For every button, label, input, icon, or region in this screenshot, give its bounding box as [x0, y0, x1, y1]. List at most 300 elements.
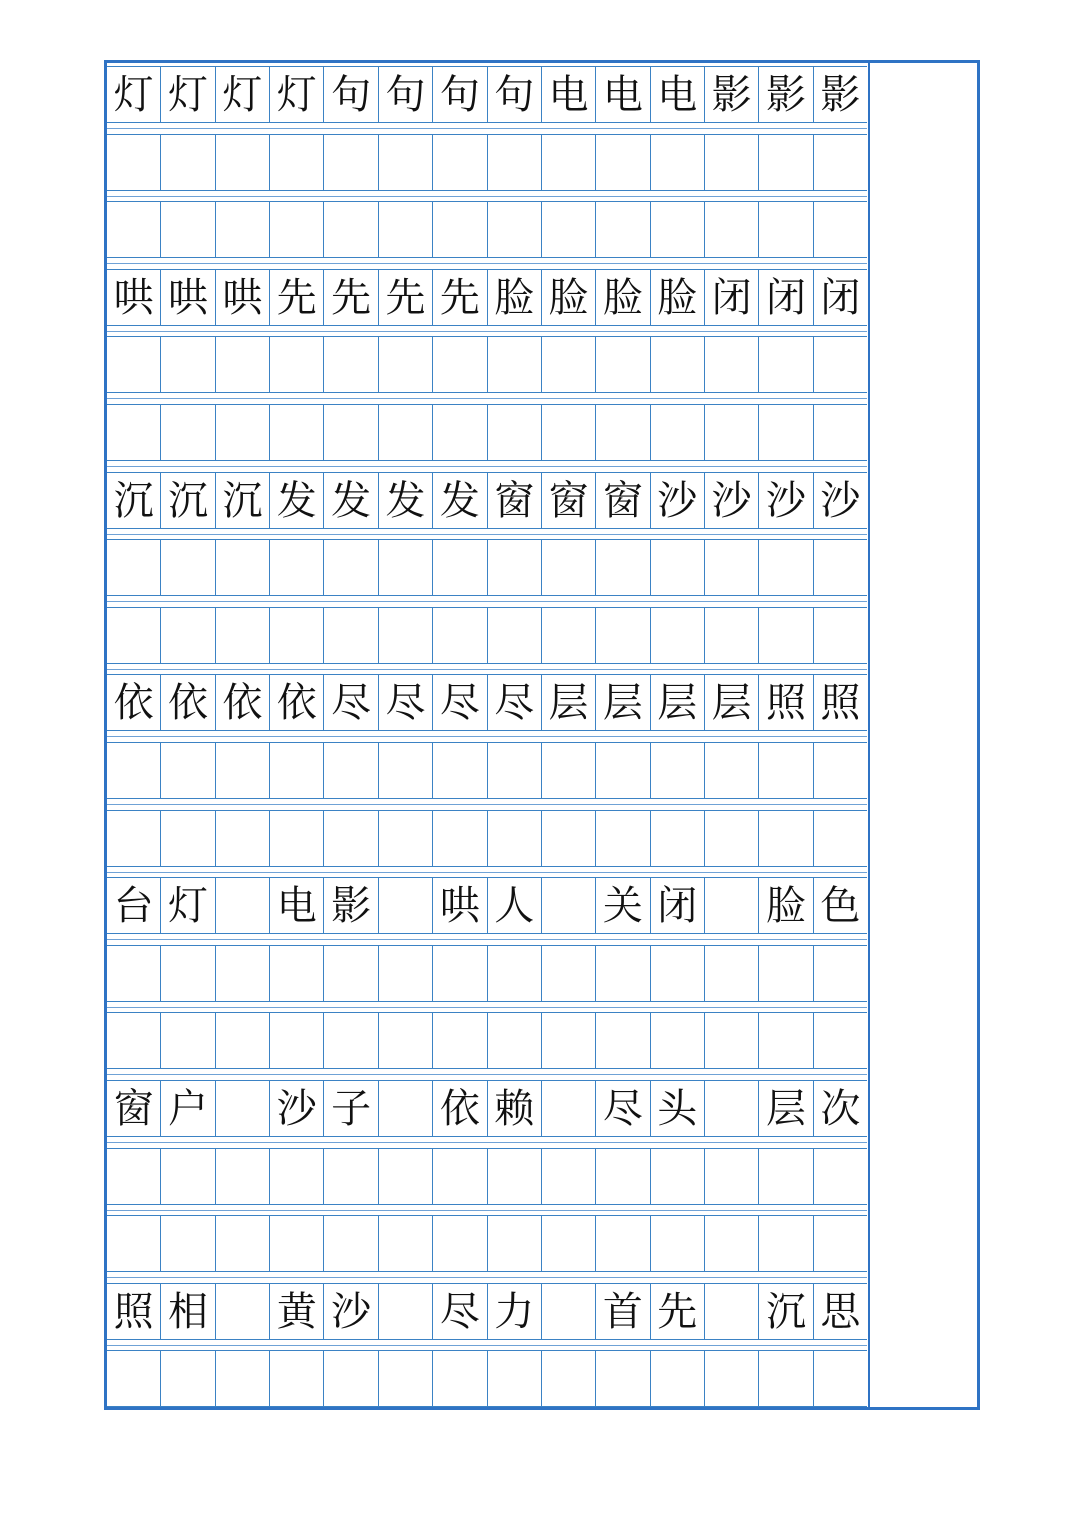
empty-cell [433, 405, 487, 460]
character-cell: 脸 [488, 270, 542, 325]
empty-cell [542, 608, 596, 663]
character-cell: 先 [433, 270, 487, 325]
character-cell: 层 [759, 1081, 813, 1136]
empty-cell [705, 1149, 759, 1204]
empty-cell [814, 1351, 867, 1406]
empty-cell [651, 1216, 705, 1271]
empty-cell [542, 1284, 596, 1339]
grid-row [107, 810, 867, 867]
character-cell: 依 [216, 675, 270, 730]
empty-cell [651, 405, 705, 460]
empty-cell [542, 337, 596, 392]
empty-cell [542, 1351, 596, 1406]
empty-cell [379, 405, 433, 460]
empty-cell [542, 202, 596, 257]
character-cell: 照 [820, 679, 861, 726]
empty-cell [542, 135, 596, 190]
empty-cell [488, 135, 542, 190]
grid-row [107, 674, 867, 731]
empty-cell [542, 1216, 596, 1271]
empty-cell [216, 608, 270, 663]
empty-cell [542, 1081, 596, 1136]
character-cell: 窗 [596, 473, 650, 528]
empty-cell [651, 1149, 705, 1204]
empty-cell [488, 946, 542, 1001]
empty-cell [379, 1216, 433, 1271]
character-cell: 灯 [161, 67, 215, 122]
empty-cell [107, 405, 161, 460]
empty-cell [216, 405, 270, 460]
character-cell: 尽 [433, 1284, 487, 1339]
character-cell: 尽 [433, 675, 487, 730]
grid-row [107, 945, 867, 1002]
character-cell: 电 [542, 67, 596, 122]
character-cell: 哄 [161, 270, 215, 325]
empty-cell [596, 1351, 650, 1406]
row-separator [107, 263, 867, 264]
empty-cell [161, 1351, 215, 1406]
empty-cell [379, 811, 433, 866]
grid-row [107, 539, 867, 596]
empty-cell [161, 1013, 215, 1068]
row-separator [107, 466, 867, 467]
empty-cell [433, 135, 487, 190]
character-cell: 色 [820, 882, 861, 929]
empty-cell [759, 135, 813, 190]
empty-cell [324, 1216, 378, 1271]
empty-cell [379, 946, 433, 1001]
empty-cell [324, 202, 378, 257]
empty-cell [651, 135, 705, 190]
empty-cell [759, 811, 813, 866]
character-cell: 依 [107, 675, 161, 730]
grid-row [107, 1012, 867, 1069]
character-cell: 沙 [759, 473, 813, 528]
empty-cell [270, 743, 324, 798]
empty-cell [651, 743, 705, 798]
row-separator [107, 1142, 867, 1143]
empty-cell [814, 946, 867, 1001]
empty-cell [161, 405, 215, 460]
grid-row [107, 1350, 867, 1407]
empty-cell [814, 1216, 867, 1271]
empty-cell [596, 1149, 650, 1204]
empty-cell [324, 405, 378, 460]
character-cell: 力 [488, 1284, 542, 1339]
grid-row [107, 472, 867, 529]
empty-cell [814, 202, 867, 257]
empty-cell [488, 540, 542, 595]
empty-cell [705, 540, 759, 595]
grid-row [107, 269, 867, 326]
empty-cell [488, 405, 542, 460]
empty-cell [814, 135, 867, 190]
empty-cell [270, 1149, 324, 1204]
empty-cell [814, 608, 867, 663]
character-cell: 电 [651, 67, 705, 122]
empty-cell [216, 1216, 270, 1271]
character-cell: 尽 [596, 1081, 650, 1136]
empty-cell [705, 878, 759, 933]
empty-cell [107, 608, 161, 663]
grid-row [107, 607, 867, 664]
character-cell: 沙 [270, 1081, 324, 1136]
empty-cell [107, 946, 161, 1001]
row-separator [107, 331, 867, 332]
empty-cell [324, 608, 378, 663]
empty-cell [759, 946, 813, 1001]
empty-cell [488, 743, 542, 798]
empty-cell [433, 1216, 487, 1271]
character-cell: 首 [596, 1284, 650, 1339]
character-cell: 句 [488, 67, 542, 122]
empty-cell [542, 811, 596, 866]
character-cell: 窗 [488, 473, 542, 528]
row-separator [107, 398, 867, 399]
empty-cell [814, 540, 867, 595]
empty-cell [705, 405, 759, 460]
empty-cell [161, 608, 215, 663]
empty-cell [759, 1013, 813, 1068]
empty-cell [324, 337, 378, 392]
empty-cell [759, 202, 813, 257]
empty-cell [270, 811, 324, 866]
empty-cell [433, 743, 487, 798]
empty-cell [324, 135, 378, 190]
character-cell: 层 [705, 675, 759, 730]
empty-cell [488, 1149, 542, 1204]
character-cell: 闭 [759, 270, 813, 325]
empty-cell [759, 743, 813, 798]
empty-cell [814, 337, 867, 392]
character-cell: 沙 [324, 1284, 378, 1339]
empty-cell [107, 135, 161, 190]
empty-cell [379, 743, 433, 798]
empty-cell [433, 946, 487, 1001]
empty-cell [488, 202, 542, 257]
empty-cell [596, 743, 650, 798]
empty-cell [216, 946, 270, 1001]
character-cell: 窗 [107, 1081, 161, 1136]
empty-cell [705, 811, 759, 866]
empty-cell [270, 337, 324, 392]
grid-row [107, 404, 867, 461]
empty-cell [596, 608, 650, 663]
empty-cell [270, 1216, 324, 1271]
empty-cell [596, 1013, 650, 1068]
empty-cell [651, 337, 705, 392]
character-cell: 黄 [270, 1284, 324, 1339]
empty-cell [270, 540, 324, 595]
empty-cell [488, 608, 542, 663]
character-cell: 句 [379, 67, 433, 122]
empty-cell [216, 1284, 270, 1339]
empty-cell [488, 1013, 542, 1068]
row-separator [107, 534, 867, 535]
empty-cell [216, 878, 270, 933]
character-cell: 层 [542, 675, 596, 730]
empty-cell [270, 1013, 324, 1068]
row-separator [107, 196, 867, 197]
empty-cell [216, 1081, 270, 1136]
character-cell: 窗 [542, 473, 596, 528]
empty-cell [107, 202, 161, 257]
empty-cell [759, 1351, 813, 1406]
empty-cell [542, 946, 596, 1001]
empty-cell [596, 946, 650, 1001]
character-cell: 层 [596, 675, 650, 730]
character-cell: 户 [161, 1081, 215, 1136]
empty-cell [433, 1149, 487, 1204]
empty-cell [651, 202, 705, 257]
empty-cell [216, 135, 270, 190]
empty-cell [433, 1013, 487, 1068]
empty-cell [814, 743, 867, 798]
grid-row [107, 336, 867, 393]
empty-cell [651, 608, 705, 663]
empty-cell [161, 1216, 215, 1271]
empty-cell [379, 202, 433, 257]
empty-cell [270, 1351, 324, 1406]
empty-cell [488, 811, 542, 866]
empty-cell [161, 540, 215, 595]
empty-cell [433, 608, 487, 663]
empty-cell [705, 608, 759, 663]
empty-cell [705, 1284, 759, 1339]
character-cell: 灯 [107, 67, 161, 122]
character-cell: 影 [324, 878, 378, 933]
empty-cell [379, 540, 433, 595]
empty-cell [216, 202, 270, 257]
empty-cell [379, 135, 433, 190]
empty-cell [596, 202, 650, 257]
row-separator [107, 601, 867, 602]
character-cell: 沙 [820, 477, 861, 524]
empty-cell [705, 337, 759, 392]
empty-cell [759, 337, 813, 392]
character-cell: 沉 [161, 473, 215, 528]
character-cell: 层 [651, 675, 705, 730]
empty-cell [107, 1149, 161, 1204]
empty-cell [379, 1149, 433, 1204]
empty-cell [814, 1013, 867, 1068]
empty-cell [324, 540, 378, 595]
empty-cell [324, 811, 378, 866]
empty-cell [705, 1216, 759, 1271]
empty-cell [161, 135, 215, 190]
character-cell: 依 [270, 675, 324, 730]
empty-cell [651, 946, 705, 1001]
character-cell: 影 [820, 71, 861, 118]
empty-cell [216, 1013, 270, 1068]
empty-cell [216, 337, 270, 392]
empty-cell [705, 946, 759, 1001]
character-cell: 发 [433, 473, 487, 528]
empty-cell [107, 743, 161, 798]
row-separator [107, 1210, 867, 1211]
empty-cell [161, 946, 215, 1001]
empty-cell [161, 337, 215, 392]
empty-cell [107, 1013, 161, 1068]
character-cell: 闭 [705, 270, 759, 325]
character-cell: 思 [820, 1288, 861, 1335]
character-cell: 头 [651, 1081, 705, 1136]
empty-cell [433, 1351, 487, 1406]
empty-cell [216, 811, 270, 866]
empty-cell [379, 878, 433, 933]
empty-cell [488, 1351, 542, 1406]
empty-cell [596, 337, 650, 392]
grid-row [107, 66, 867, 123]
character-cell: 先 [270, 270, 324, 325]
grid-row [107, 134, 867, 191]
empty-cell [542, 540, 596, 595]
empty-cell [542, 743, 596, 798]
empty-cell [433, 202, 487, 257]
empty-cell [107, 337, 161, 392]
empty-cell [705, 202, 759, 257]
character-cell: 沉 [759, 1284, 813, 1339]
empty-cell [488, 337, 542, 392]
empty-cell [107, 540, 161, 595]
empty-cell [216, 1149, 270, 1204]
character-cell: 发 [379, 473, 433, 528]
empty-cell [379, 608, 433, 663]
empty-cell [161, 1149, 215, 1204]
empty-cell [542, 878, 596, 933]
character-cell: 句 [433, 67, 487, 122]
row-separator [107, 1074, 867, 1075]
empty-cell [324, 946, 378, 1001]
character-cell: 灯 [161, 878, 215, 933]
character-cell: 沉 [216, 473, 270, 528]
row-separator [107, 1007, 867, 1008]
character-cell: 赖 [488, 1081, 542, 1136]
empty-cell [705, 743, 759, 798]
empty-cell [759, 405, 813, 460]
character-cell: 脸 [542, 270, 596, 325]
empty-cell [270, 946, 324, 1001]
character-cell: 电 [270, 878, 324, 933]
character-cell: 沙 [651, 473, 705, 528]
empty-cell [161, 811, 215, 866]
character-cell: 灯 [216, 67, 270, 122]
character-cell: 依 [161, 675, 215, 730]
empty-cell [759, 608, 813, 663]
character-cell: 子 [324, 1081, 378, 1136]
character-cell: 句 [324, 67, 378, 122]
row-separator [107, 1277, 867, 1278]
empty-cell [161, 743, 215, 798]
grid-row [107, 1148, 867, 1205]
character-cell: 沉 [107, 473, 161, 528]
row-separator [107, 128, 867, 129]
empty-cell [596, 540, 650, 595]
row-separator [107, 736, 867, 737]
empty-cell [324, 1149, 378, 1204]
character-cell: 脸 [596, 270, 650, 325]
empty-cell [216, 1351, 270, 1406]
grid-row [107, 742, 867, 799]
right-margin-line [868, 60, 870, 1410]
empty-cell [270, 135, 324, 190]
empty-cell [270, 202, 324, 257]
empty-cell [705, 1351, 759, 1406]
empty-cell [596, 1216, 650, 1271]
character-cell: 尽 [324, 675, 378, 730]
character-cell: 哄 [107, 270, 161, 325]
empty-cell [379, 1013, 433, 1068]
empty-cell [379, 1284, 433, 1339]
empty-cell [324, 1351, 378, 1406]
empty-cell [814, 811, 867, 866]
empty-cell [759, 1149, 813, 1204]
row-separator [107, 804, 867, 805]
empty-cell [433, 811, 487, 866]
empty-cell [759, 1216, 813, 1271]
character-cell: 依 [433, 1081, 487, 1136]
grid-row [107, 1080, 867, 1137]
character-cell: 相 [161, 1284, 215, 1339]
character-cell: 关 [596, 878, 650, 933]
character-cell: 哄 [433, 878, 487, 933]
grid-row [107, 1215, 867, 1272]
character-cell: 先 [324, 270, 378, 325]
empty-cell [379, 1081, 433, 1136]
empty-cell [651, 540, 705, 595]
empty-cell [814, 1149, 867, 1204]
empty-cell [651, 1013, 705, 1068]
empty-cell [488, 1216, 542, 1271]
row-separator [107, 939, 867, 940]
empty-cell [107, 1216, 161, 1271]
empty-cell [433, 540, 487, 595]
character-cell: 影 [759, 67, 813, 122]
character-cell: 台 [107, 878, 161, 933]
character-cell: 人 [488, 878, 542, 933]
empty-cell [379, 337, 433, 392]
empty-cell [542, 1149, 596, 1204]
grid-row [107, 877, 867, 934]
empty-cell [814, 405, 867, 460]
empty-cell [651, 811, 705, 866]
empty-cell [216, 743, 270, 798]
empty-cell [107, 1351, 161, 1406]
empty-cell [542, 1013, 596, 1068]
character-cell: 灯 [270, 67, 324, 122]
empty-cell [542, 405, 596, 460]
character-cell: 脸 [759, 878, 813, 933]
grid-row [107, 1283, 867, 1340]
empty-cell [651, 1351, 705, 1406]
empty-cell [216, 540, 270, 595]
character-cell: 先 [379, 270, 433, 325]
empty-cell [324, 1013, 378, 1068]
character-cell: 先 [651, 1284, 705, 1339]
empty-cell [324, 743, 378, 798]
character-cell: 次 [820, 1085, 861, 1132]
empty-cell [379, 1351, 433, 1406]
empty-cell [596, 405, 650, 460]
character-cell: 照 [759, 675, 813, 730]
empty-cell [433, 337, 487, 392]
character-cell: 影 [705, 67, 759, 122]
character-cell: 闭 [651, 878, 705, 933]
empty-cell [759, 540, 813, 595]
empty-cell [596, 135, 650, 190]
empty-cell [270, 405, 324, 460]
empty-cell [705, 1081, 759, 1136]
